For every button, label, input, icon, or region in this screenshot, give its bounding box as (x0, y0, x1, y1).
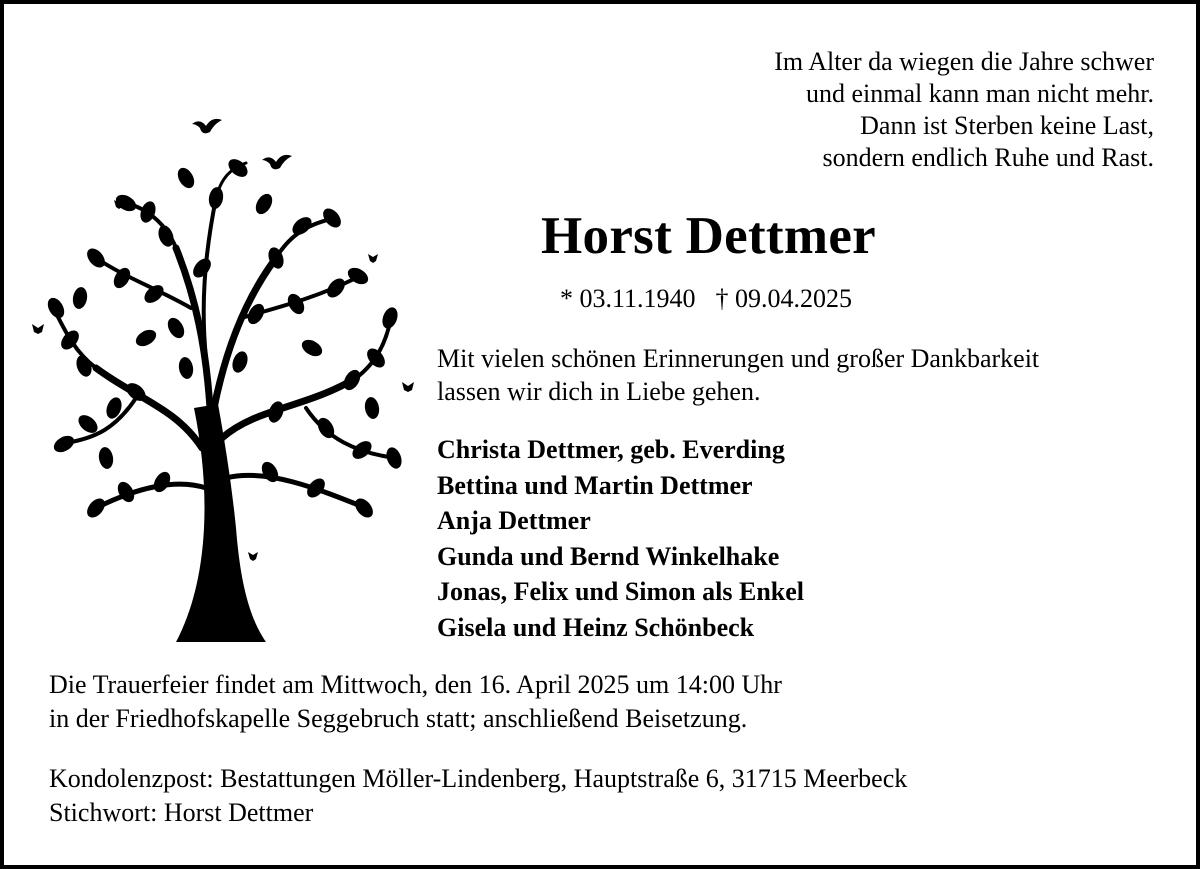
contact-line: Kondolenzpost: Bestattungen Möller-Lindenberg, Hauptstraße 6, 31715 Meerbeck (49, 764, 908, 793)
deceased-name: Horst Dettmer (541, 207, 876, 265)
intro-text (437, 342, 1039, 408)
mourner: Gisela und Heinz Schönbeck (437, 612, 755, 642)
butterfly-icon (32, 324, 44, 334)
contact-line: Stichwort: Horst Dettmer (49, 798, 314, 827)
mourner: Christa Dettmer, geb. Everding (437, 435, 785, 464)
mourner: Gunda und Bernd Winkelhake (437, 541, 780, 571)
death-date: † 09.04.2025 (715, 284, 853, 313)
life-dates (560, 283, 852, 315)
service-line: Die Trauerfeier findet am Mittwoch, den 16. April 2025 um 14:00 Uhr (49, 670, 782, 699)
butterfly-icon (248, 552, 258, 561)
bird-icon (192, 119, 222, 133)
service-info (49, 668, 782, 736)
mourner: Jonas, Felix und Simon als Enkel (437, 577, 804, 606)
intro-line: lassen wir dich in Liebe gehen. (437, 377, 761, 406)
butterfly-icon (402, 382, 414, 392)
mourner: Anja Dettmer (437, 506, 591, 535)
tree-of-life-icon (26, 108, 418, 644)
poem-line: und einmal kann man nicht mehr. (805, 79, 1154, 108)
service-line: in der Friedhofskapelle Seggebruch statt; anschließend Beisetzung. (49, 704, 748, 733)
mourner: Bettina und Martin Dettmer (437, 470, 753, 500)
poem (774, 46, 1154, 174)
contact-info (49, 762, 907, 830)
birth-date: * 03.11.1940 (560, 284, 696, 313)
poem-line: Dann ist Sterben keine Last, (860, 111, 1154, 140)
intro-line: Mit vielen schönen Erinnerungen und großer Dankbarkeit (437, 344, 1040, 373)
poem-line: Im Alter da wiegen die Jahre schwer (774, 47, 1154, 76)
mourners-list (437, 432, 804, 645)
bird-icon (262, 155, 292, 169)
poem-line: sondern endlich Ruhe und Rast. (822, 143, 1154, 172)
butterfly-icon (368, 254, 378, 263)
